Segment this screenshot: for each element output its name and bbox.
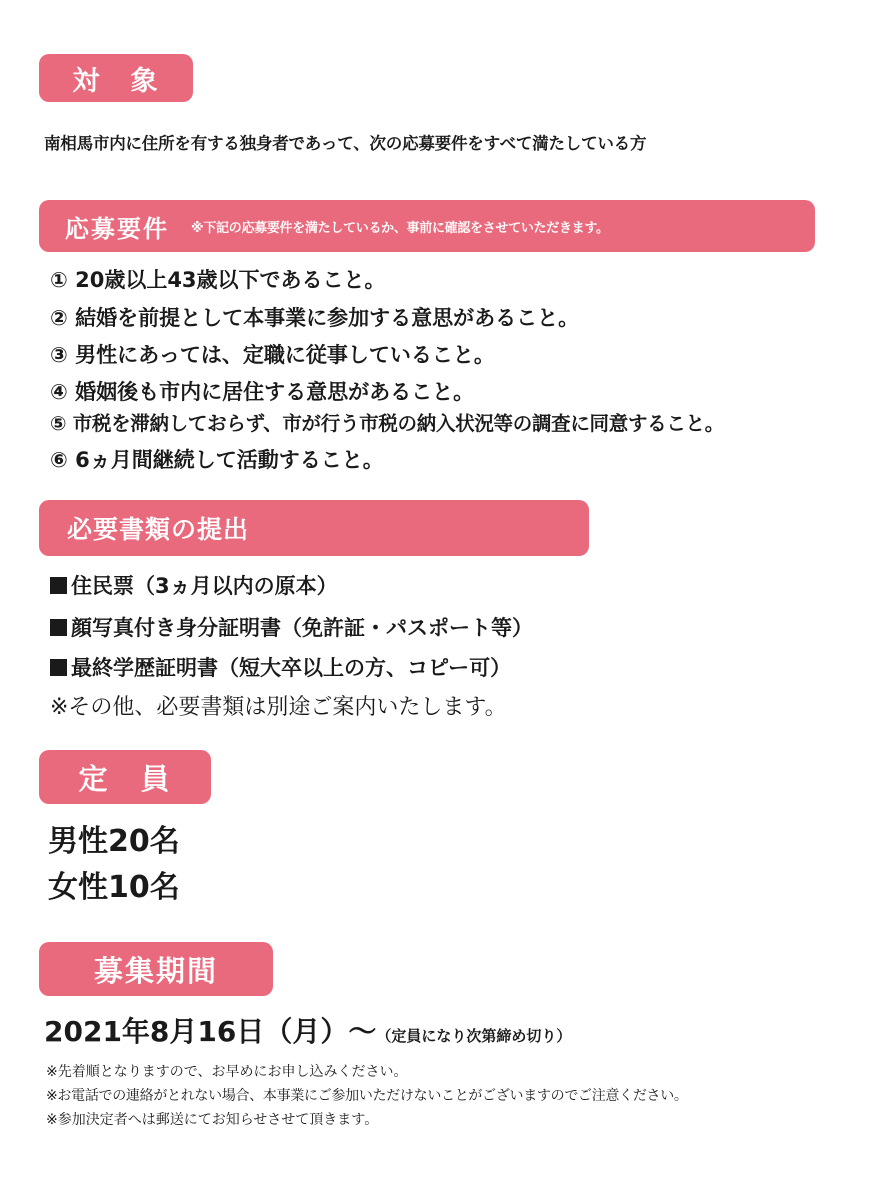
target-description: 南相馬市内に住所を有する独身者であって、次の応募要件をすべて満たしている方 — [44, 134, 647, 153]
period-note-3: ※参加決定者へは郵送にてお知らせさせて頂きます。 — [46, 1112, 379, 1128]
document-item-1 — [50, 570, 338, 600]
target-heading-label: 対 象 — [72, 65, 160, 97]
period-date-line — [44, 1010, 571, 1050]
square-bullet-icon — [50, 619, 67, 636]
period-date-note: （定員になり次第締め切り） — [376, 1027, 572, 1045]
document-item-3 — [50, 652, 511, 682]
capacity-male: 男性20名 — [48, 824, 180, 859]
requirement-item-1: ① 20歳以上43歳以下であること。 — [50, 268, 386, 292]
capacity-female: 女性10名 — [48, 870, 180, 905]
square-bullet-icon — [50, 659, 67, 676]
period-note-2: ※お電話での連絡がとれない場合、本事業にご参加いただけないことがございますのでご注意ください。 — [46, 1088, 688, 1104]
capacity-heading — [39, 750, 211, 804]
document-item-label: 顔写真付き身分証明書（免許証・パスポート等） — [71, 616, 533, 640]
period-heading — [39, 942, 273, 996]
period-date: 2021年8月16日（月）〜 — [44, 1015, 377, 1048]
requirements-note: ※下記の応募要件を満たしているか、事前に確認をさせていただきます。 — [191, 220, 609, 236]
square-bullet-icon — [50, 577, 67, 594]
document-item-label: 最終学歴証明書（短大卒以上の方、コピー可） — [71, 656, 512, 680]
requirement-item-3: ③ 男性にあっては、定職に従事していること。 — [50, 343, 495, 367]
documents-heading — [39, 500, 589, 556]
requirements-heading — [39, 200, 815, 252]
requirement-item-4: ④ 婚姻後も市内に居住する意思があること。 — [50, 380, 475, 404]
requirements-heading-label: 応募要件 — [65, 214, 169, 243]
document-item-label: 住民票（3ヵ月以内の原本） — [71, 574, 338, 598]
requirement-item-2: ② 結婚を前提として本事業に参加する意思があること。 — [50, 306, 580, 330]
capacity-heading-label: 定 員 — [78, 761, 172, 796]
period-heading-label: 募集期間 — [93, 953, 218, 988]
period-note-1: ※先着順となりますので、お早めにお申し込みください。 — [46, 1064, 408, 1080]
documents-note: ※その他、必要書類は別途ご案内いたします。 — [50, 695, 507, 720]
requirement-item-6: ⑥ 6ヵ月間継続して活動すること。 — [50, 448, 384, 472]
documents-heading-label: 必要書類の提出 — [67, 515, 250, 544]
target-heading — [39, 54, 193, 102]
requirement-item-5: ⑤ 市税を滞納しておらず、市が行う市税の納入状況等の調査に同意すること。 — [50, 412, 724, 435]
document-item-2 — [50, 612, 533, 642]
